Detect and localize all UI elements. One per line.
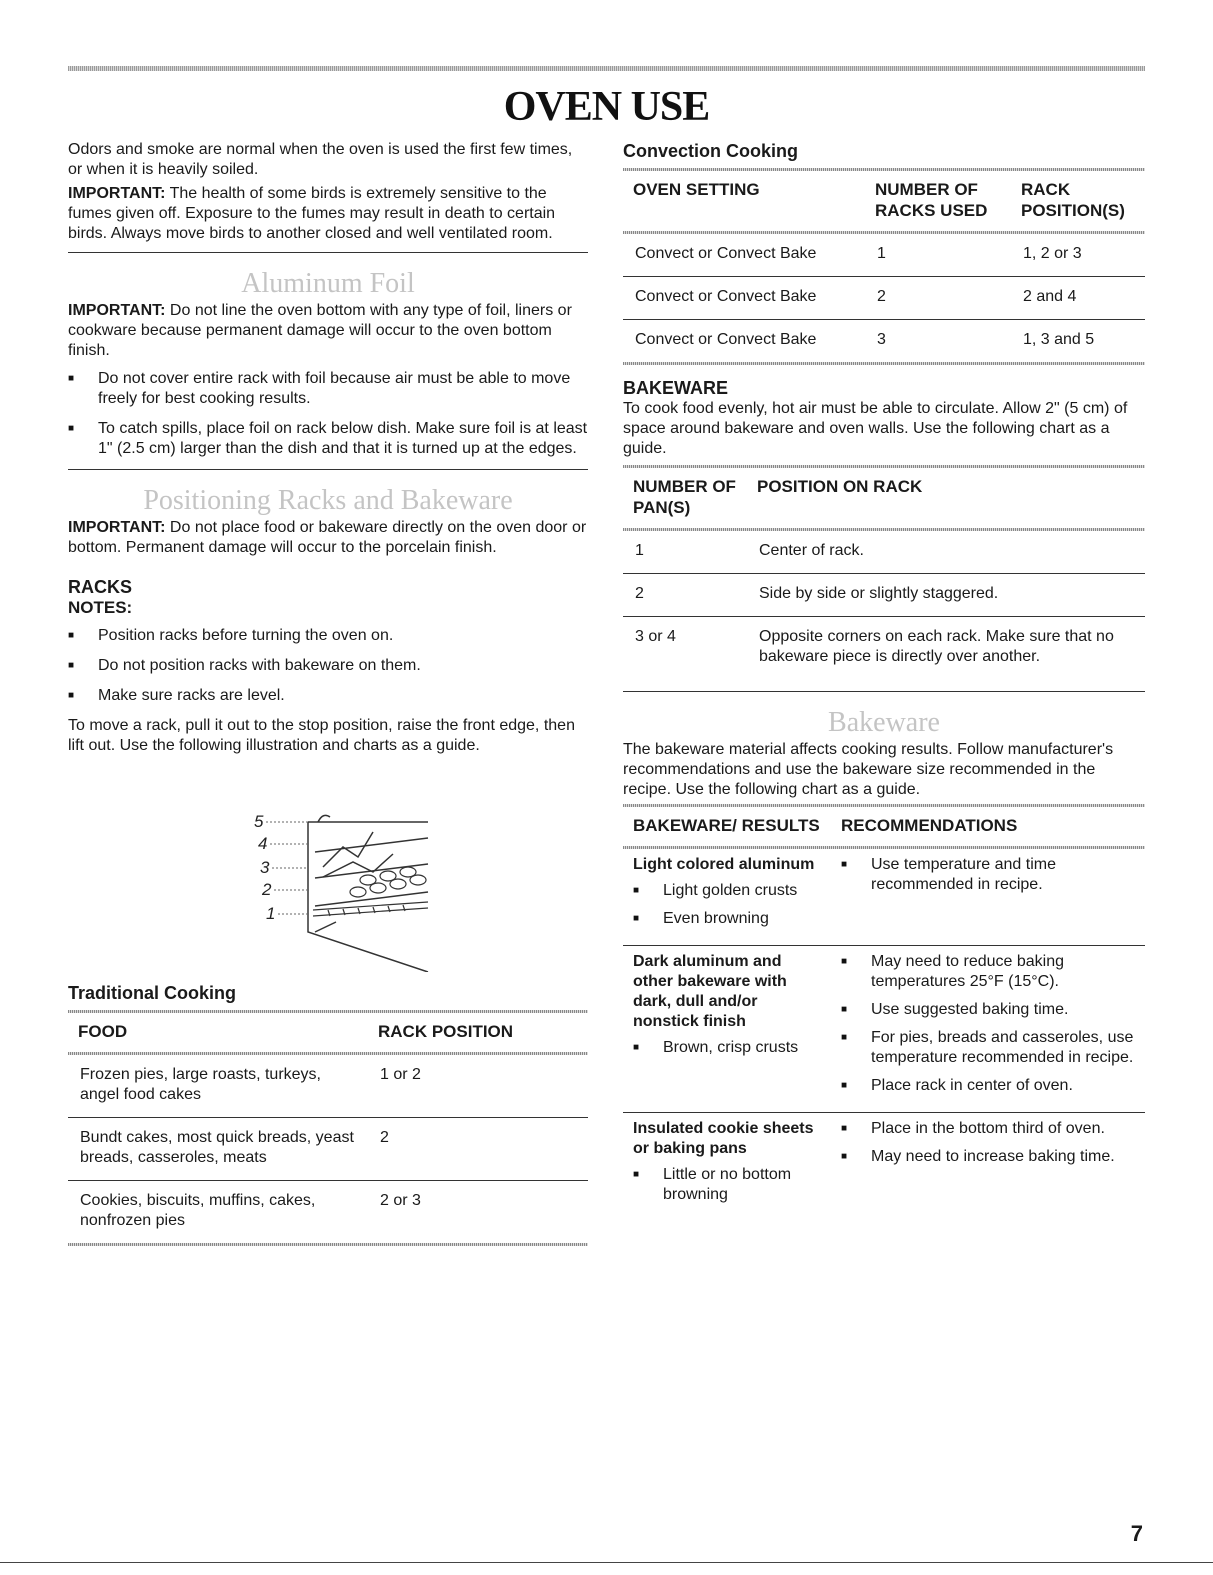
- pan-number-cell: 1: [623, 531, 747, 574]
- bakeware-type-cell: [623, 1113, 831, 1222]
- positioning-important: [68, 518, 588, 558]
- recommendations-list: [841, 1119, 1135, 1167]
- section-rule: [68, 252, 588, 253]
- traditional-heading: Traditional Cooking: [68, 983, 237, 1003]
- bakeware-type-cell: [623, 849, 831, 946]
- table-row: [623, 617, 1145, 680]
- recommendations-cell: [831, 946, 1145, 1113]
- list-item: ■ May need to reduce baking temperatures 25°F (15°C).: [841, 952, 1135, 992]
- table-row: [623, 320, 1145, 363]
- number-cell: 3: [877, 331, 886, 348]
- racks-heading: RACKS: [68, 577, 133, 597]
- notes-heading: NOTES:: [68, 598, 133, 617]
- recommendations-list: [841, 855, 1135, 895]
- number-cell: 1: [865, 234, 1011, 277]
- list-item: ■ Place rack in center of oven.: [841, 1076, 1135, 1096]
- list-item: ■ Place in the bottom third of oven.: [841, 1119, 1135, 1139]
- important-label: IMPORTANT:: [68, 302, 166, 319]
- positions-cell: 2 and 4: [1011, 277, 1145, 320]
- list-item: ■ Do not cover entire rack with foil because air must be able to move freely for best cooking results.: [68, 369, 588, 409]
- foil-important: [68, 301, 588, 361]
- oven-rack-drawing: [68, 782, 588, 972]
- positioning-heading: Positioning Racks and Bakeware: [143, 485, 513, 516]
- food-cell: Bundt cakes, most quick breads, yeast breads, casseroles, meats: [68, 1118, 368, 1181]
- section-rule: [68, 469, 588, 470]
- bakeware-type: Dark aluminum and other bakeware with dark, dull and/or nonstick finish: [633, 953, 787, 1030]
- table-row: [623, 574, 1145, 617]
- table-row: [68, 1181, 588, 1244]
- rack-illustration: [68, 782, 588, 972]
- list-item: ■ Position racks before turning the oven on.: [68, 626, 588, 646]
- move-rack-text: To move a rack, pull it out to the stop position, raise the front edge, then lift out. Use the following illustration and charts as a guide.: [68, 717, 575, 754]
- convection-table: [623, 171, 1145, 362]
- rack-cell: 2 or 3: [380, 1192, 421, 1209]
- pan-number-cell: 2: [623, 574, 747, 617]
- convection-heading: Convection Cooking: [623, 141, 798, 161]
- setting-cell: Convect or Convect Bake: [623, 277, 865, 320]
- rack-notes: [68, 626, 588, 706]
- results-list: [633, 1165, 821, 1205]
- birds-warning-text: The health of some birds is extremely sensitive to the fumes given off. Exposure to the fumes may result in death to certain birds. Always move birds to another closed and well ventilated room.: [68, 185, 556, 242]
- positions-cell: 1, 3 and 5: [1023, 331, 1095, 348]
- foil-important-text: Do not line the oven bottom with any type of foil, liners or cookware because permanent damage will occur to the oven bottom finish.: [68, 302, 572, 359]
- results-list: [633, 1038, 821, 1058]
- bakeware-heading: Bakeware: [828, 707, 940, 738]
- rack-label-5: 5: [254, 812, 264, 831]
- bakeware-type: Light colored aluminum: [633, 856, 815, 873]
- list-item: ■ To catch spills, place foil on rack below dish. Make sure foil is at least 1" (2.5 cm) larger than the dish and that it is turned up at the edges.: [68, 419, 588, 459]
- left-column: [68, 140, 588, 1246]
- col-position-on-rack: POSITION ON RACK: [757, 477, 923, 496]
- right-column: [623, 140, 1145, 1221]
- traditional-table: [68, 1013, 588, 1243]
- food-cell: Cookies, biscuits, muffins, cakes, nonfrozen pies: [80, 1192, 316, 1229]
- rack-cell: 2: [368, 1118, 588, 1181]
- number-cell: 2: [865, 277, 1011, 320]
- list-item: ■ For pies, breads and casseroles, use temperature recommended in recipe.: [841, 1028, 1135, 1068]
- section-rule: [623, 691, 1145, 692]
- important-label: IMPORTANT:: [68, 185, 166, 202]
- col-bakeware-results: BAKEWARE/ RESULTS: [633, 816, 820, 835]
- table-row: [623, 1113, 1145, 1222]
- table-row: [623, 849, 1145, 946]
- food-cell: Frozen pies, large roasts, turkeys, angel food cakes: [68, 1055, 368, 1118]
- pan-position-cell: Opposite corners on each rack. Make sure that no bakeware piece is directly over another.: [759, 628, 1114, 665]
- pan-position-cell: Center of rack.: [747, 531, 1145, 574]
- list-item: ■ Brown, crisp crusts: [633, 1038, 821, 1058]
- important-label: IMPORTANT:: [68, 519, 166, 536]
- recommendations-list: [841, 952, 1135, 1096]
- bakeware-type-cell: [623, 946, 831, 1113]
- bakeware-table: [623, 807, 1145, 1221]
- col-rack-position: RACK POSITION: [378, 1022, 514, 1041]
- recommendations-cell: [831, 849, 1145, 946]
- list-item: ■ Use temperature and time recommended in recipe.: [841, 855, 1135, 895]
- col-rack-positions: RACK POSITION(S): [1021, 180, 1125, 220]
- aluminum-foil-heading: Aluminum Foil: [241, 268, 415, 299]
- rack-label-2: 2: [262, 880, 272, 899]
- list-item: ■ Make sure racks are level.: [68, 686, 588, 706]
- setting-cell: Convect or Convect Bake: [635, 331, 817, 348]
- pan-number-cell: 3 or 4: [635, 628, 676, 645]
- list-item: ■ Little or no bottom browning: [633, 1165, 821, 1205]
- table-row: [623, 277, 1145, 320]
- table-row: [68, 1055, 588, 1118]
- positioning-important-text: Do not place food or bakeware directly on the oven door or bottom. Permanent damage will occur to the porcelain finish.: [68, 519, 587, 556]
- pan-position-table: [623, 468, 1145, 679]
- list-item: ■ Do not position racks with bakeware on them.: [68, 656, 588, 676]
- table-row: [623, 531, 1145, 574]
- results-list: [633, 881, 821, 929]
- bakeware-positions-heading: BAKEWARE: [623, 378, 729, 398]
- col-number-pans: NUMBER OF PAN(S): [633, 477, 736, 517]
- table-row: [623, 946, 1145, 1113]
- rack-cell: 1 or 2: [368, 1055, 588, 1118]
- rack-label-4: 4: [258, 834, 268, 853]
- rack-label-3: 3: [260, 858, 270, 877]
- setting-cell: Convect or Convect Bake: [623, 234, 865, 277]
- pan-position-cell: Side by side or slightly staggered.: [747, 574, 1145, 617]
- list-item: ■ Use suggested baking time.: [841, 1000, 1135, 1020]
- list-item: ■ Light golden crusts: [633, 881, 821, 901]
- table-hatch: [68, 1243, 588, 1246]
- positions-cell: 1, 2 or 3: [1011, 234, 1145, 277]
- birds-warning: [68, 184, 588, 244]
- bakeware-type: Insulated cookie sheets or baking pans: [633, 1120, 814, 1157]
- col-recommendations: RECOMMENDATIONS: [841, 816, 1018, 835]
- col-oven-setting: OVEN SETTING: [633, 180, 760, 199]
- recommendations-cell: [831, 1113, 1145, 1222]
- rack-label-1: 1: [266, 904, 276, 923]
- intro-paragraph: Odors and smoke are normal when the oven is used the first few times, or when it is heavily soiled.: [68, 141, 573, 178]
- page-title: OVEN USE: [503, 84, 710, 130]
- bakeware-text: The bakeware material affects cooking results. Follow manufacturer's recommendations and use the bakeware size recommended in the recipe. Use the following chart as a guide.: [623, 741, 1114, 798]
- col-food: FOOD: [78, 1022, 128, 1041]
- table-row: [68, 1118, 588, 1181]
- table-row: [623, 234, 1145, 277]
- list-item: ■ May need to increase baking time.: [841, 1147, 1135, 1167]
- top-hatched-rule: [68, 66, 1145, 71]
- bakeware-positions-text: To cook food evenly, hot air must be able to circulate. Allow 2" (5 cm) of space around bakeware and oven walls. Use the following chart as a guide.: [623, 400, 1128, 457]
- bottom-rule: [0, 1562, 1213, 1563]
- table-hatch: [623, 362, 1145, 365]
- foil-bullets: [68, 369, 588, 459]
- page-number: 7: [1130, 1521, 1143, 1546]
- col-number-racks: NUMBER OF RACKS USED: [875, 180, 988, 220]
- list-item: ■ Even browning: [633, 909, 821, 929]
